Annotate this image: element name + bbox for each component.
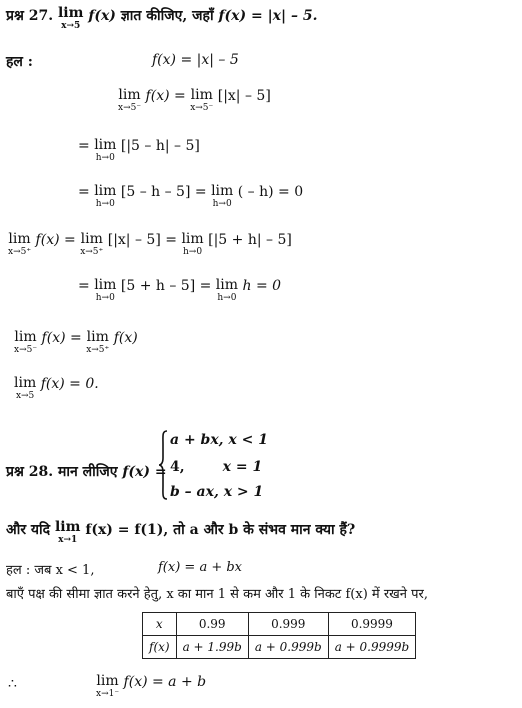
table-cell: 0.9999 [328,613,416,636]
piecewise-case-1: a + bx, x < 1 [170,432,268,448]
question-27: प्रश्न 27. lim x→5 f(x) ज्ञात कीजिए, जहाँ f(x) = |x| – 5. [6,5,318,31]
solution-28-function: f(x) = a + bx [158,560,243,575]
values-table [142,612,416,659]
left-limit-line: lim x→5⁻ f(x) = lim x→5⁻ [|x| – 5] [118,87,271,113]
table-cell: 0.999 [248,613,328,636]
piecewise-case-2: 4, x = 1 [170,459,263,475]
left-hand-limit-result: lim x→1⁻ f(x) = a + b [96,673,207,699]
piecewise-case-3: b – ax, x > 1 [170,484,264,500]
table-cell: x [143,613,177,636]
question-28-label: प्रश्न 28. मान लीजिए f(x) = [6,464,167,480]
left-equals-right-limit: lim x→5⁻ f(x) = lim x→5⁺ f(x) [14,329,138,355]
piecewise-brace [158,430,168,500]
table-cell: f(x) [143,636,177,659]
left-limit-step-1: = lim h→0 [|5 – h| – 5] [78,137,200,163]
solution-28-condition: हल : जब x < 1, [6,563,95,578]
brace-icon [158,430,168,500]
function-definition: f(x) = |x| – 5 [152,52,239,68]
table-cell: a + 1.99b [176,636,248,659]
final-limit: lim x→5 f(x) = 0. [14,375,99,401]
question-28-line-2: और यदि lim x→1 f(x) = f(1), तो a और b के संभव मान क्या हैं? [6,519,356,545]
table-row [143,613,416,636]
limit-x-to-5: lim x→5 [57,5,84,31]
table-cell: 0.99 [176,613,248,636]
question-27-label: प्रश्न 27. [6,8,54,24]
table-cell: a + 0.9999b [328,636,416,659]
right-limit-line: lim x→5⁺ f(x) = lim x→5⁺ [|x| – 5] = lim h→0 [|5 + h| – 5] [8,231,292,257]
left-limit-step-2: = lim h→0 [5 – h – 5] = lim h→0 ( – h) = 0 [78,183,304,209]
therefore-symbol: ∴ [8,676,17,692]
solution-28-description: बाएँ पक्ष की सीमा ज्ञात करने हेतु, x का मान 1 से कम और 1 के निकट f(x) में रखने पर, [6,587,428,602]
table-row [143,636,416,659]
right-limit-step: = lim h→0 [5 + h – 5] = lim h→0 h = 0 [78,277,282,303]
table-cell: a + 0.999b [248,636,328,659]
solution-label: हल : [6,54,33,70]
